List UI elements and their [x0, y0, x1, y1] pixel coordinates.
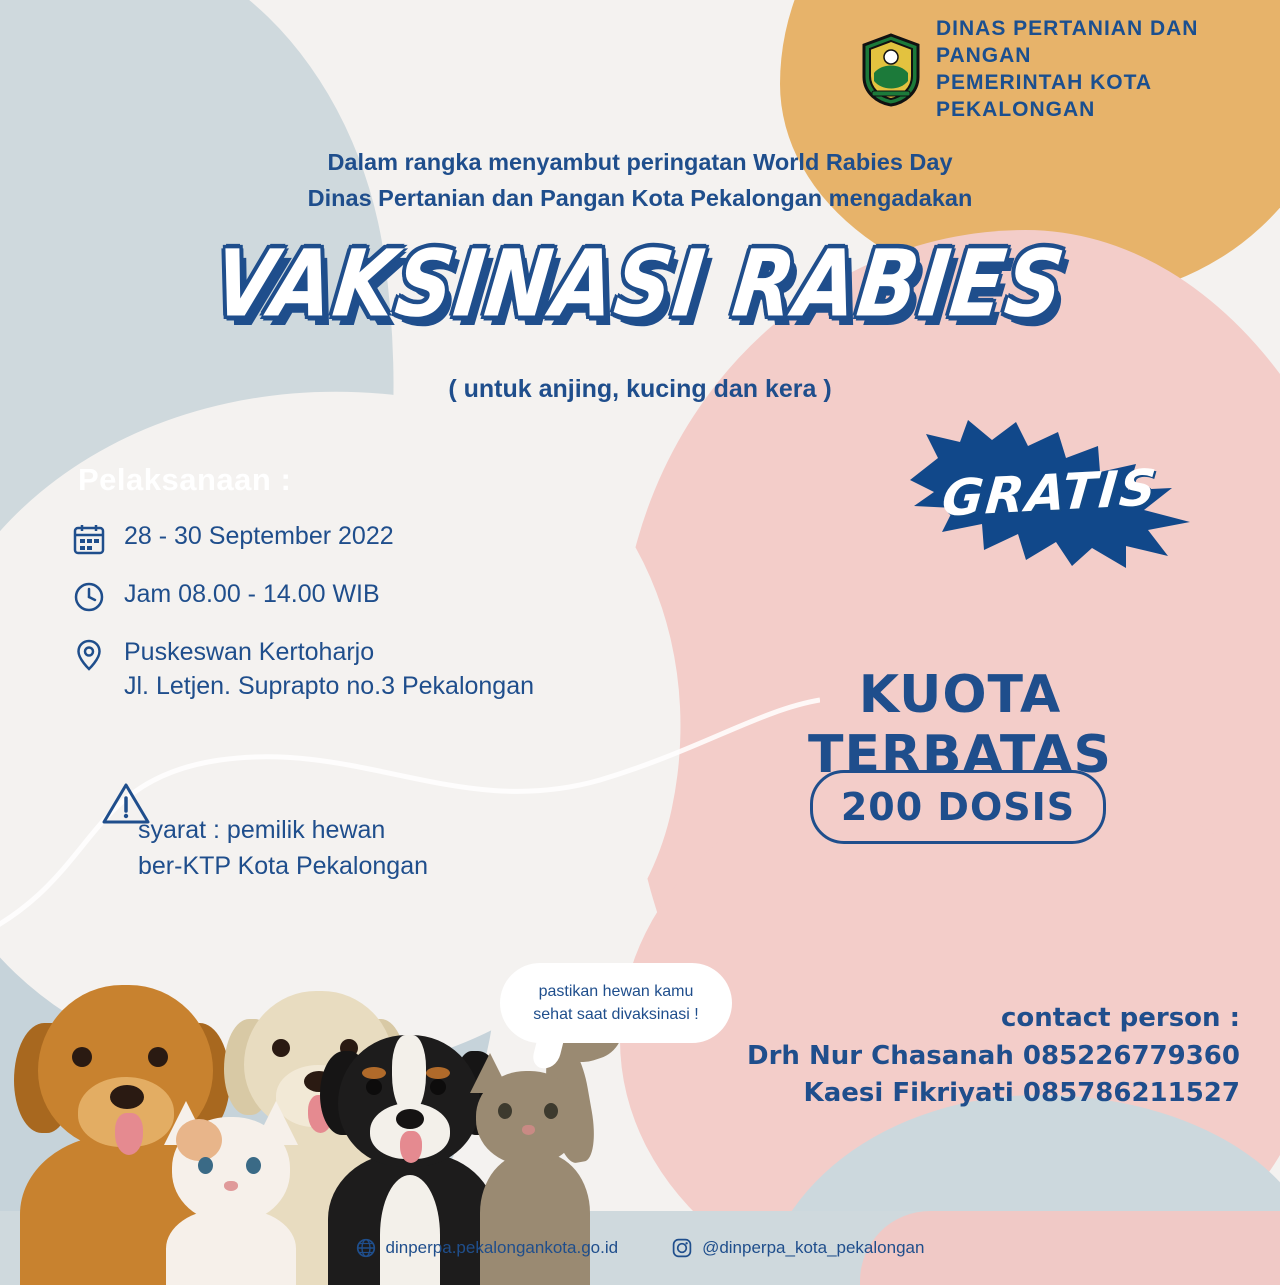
- clock-icon: [72, 580, 106, 614]
- title-wrapper: [0, 231, 1280, 339]
- footer-instagram[interactable]: [672, 1238, 924, 1258]
- schedule-heading: Pelaksanaan :: [78, 462, 292, 497]
- schedule-time-text: Jam 08.00 - 14.00 WIB: [124, 580, 380, 608]
- contact-person-1: Drh Nur Chasanah 085226779360: [747, 1040, 1240, 1071]
- pekalongan-city-emblem-icon: [860, 33, 922, 107]
- schedule-item-date: [72, 520, 534, 556]
- gratis-label: GRATIS: [939, 458, 1161, 528]
- requirement-text: [138, 812, 428, 885]
- location-pin-icon: [72, 638, 106, 672]
- schedule-item-location: [72, 636, 534, 704]
- header: [860, 16, 1280, 124]
- page-subtitle: ( untuk anjing, kucing dan kera ): [448, 375, 832, 403]
- intro-line-1: Dalam rangka menyambut peringatan World Rabies Day: [327, 149, 953, 175]
- schedule-date-text: 28 - 30 September 2022: [124, 522, 394, 550]
- schedule-list: [72, 520, 534, 726]
- schedule-location-line-1: Puskeswan Kertoharjo: [124, 638, 375, 666]
- quota-title: KUOTA TERBATAS: [807, 665, 1112, 785]
- speech-bubble-line-1: pastikan hewan kamu: [538, 982, 694, 1000]
- gratis-badge: [900, 418, 1200, 568]
- contact-label: contact person :: [1000, 1003, 1240, 1033]
- footer: [0, 1221, 1280, 1275]
- intro-text: [0, 145, 1280, 216]
- contact-person-2: Kaesi Fikriyati 085786211527: [803, 1078, 1240, 1109]
- footer-instagram-text: @dinperpa_kota_pekalongan: [702, 1238, 925, 1257]
- schedule-location-text: [124, 636, 534, 704]
- requirement-line-2: ber-KTP Kota Pekalongan: [138, 852, 429, 881]
- speech-bubble: [500, 963, 732, 1043]
- instagram-icon: [672, 1238, 692, 1258]
- footer-website[interactable]: [356, 1238, 619, 1258]
- schedule-location-line-2: Jl. Letjen. Suprapto no.3 Pekalongan: [124, 671, 535, 700]
- globe-icon: [356, 1238, 376, 1258]
- quota-amount: 200 DOSIS: [810, 770, 1106, 844]
- schedule-item-time: [72, 578, 534, 614]
- header-title: [936, 16, 1280, 124]
- contact-block: [747, 1000, 1240, 1113]
- intro-line-2: Dinas Pertanian dan Pangan Kota Pekalongan mengadakan: [307, 184, 973, 211]
- page-title: VAKSINASI RABIES: [208, 231, 1072, 339]
- header-line-1: DINAS PERTANIAN DAN PANGAN: [936, 17, 1199, 67]
- header-line-2: PEMERINTAH KOTA PEKALONGAN: [936, 70, 1152, 121]
- requirement-line-1: syarat : pemilik hewan: [138, 816, 386, 844]
- footer-website-text: dinperpa.pekalongankota.go.id: [385, 1238, 619, 1257]
- speech-bubble-line-2: sehat saat divaksinasi !: [533, 1006, 699, 1023]
- calendar-icon: [72, 522, 106, 556]
